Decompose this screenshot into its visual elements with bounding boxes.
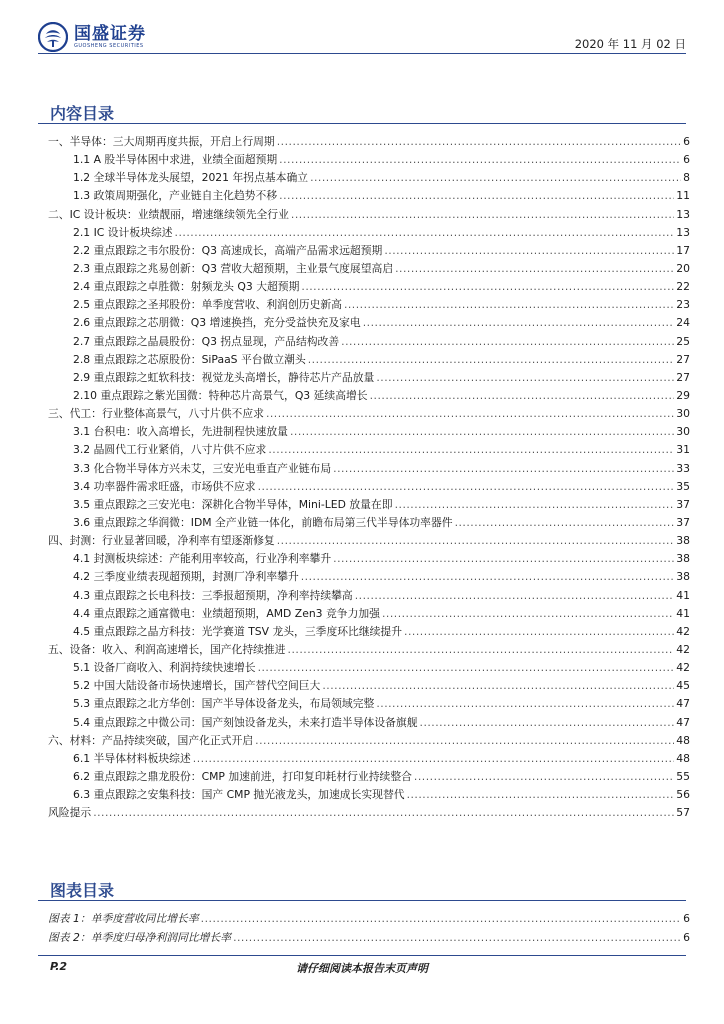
toc-entry[interactable] bbox=[48, 170, 690, 188]
toc-entry-title: 4.3 重点跟踪之长电科技：三季报超预期，净利率持续攀高 bbox=[73, 588, 353, 602]
dot-leader bbox=[376, 697, 674, 710]
toc-entry-title: 2.6 重点跟踪之芯朋微：Q3 增速换挡，充分受益快充及家电 bbox=[73, 316, 361, 330]
dot-leader bbox=[333, 462, 674, 475]
dot-leader bbox=[258, 661, 675, 674]
toc-entry-title: 3.6 重点跟踪之华润微：IDM 全产业链一体化，前瞻布局第三代半导体功率器件 bbox=[73, 515, 453, 529]
toc-entry-page: 13 bbox=[676, 207, 690, 221]
dot-leader bbox=[255, 734, 674, 747]
dot-leader bbox=[308, 353, 675, 366]
table-of-contents bbox=[48, 134, 690, 823]
toc-entry[interactable] bbox=[48, 624, 690, 642]
toc-entry-page: 37 bbox=[676, 515, 690, 529]
toc-entry-page: 41 bbox=[676, 606, 690, 620]
footer-divider bbox=[38, 955, 686, 956]
toc-entry[interactable] bbox=[48, 787, 690, 805]
toc-entry-page: 42 bbox=[676, 661, 690, 675]
dot-leader bbox=[288, 643, 675, 656]
dot-leader bbox=[258, 480, 675, 493]
toc-entry-page: 24 bbox=[676, 316, 690, 330]
toc-entry-title: 一、半导体：三大周期再度共振，开启上行周期 bbox=[48, 135, 275, 148]
toc-entry-title: 2.7 重点跟踪之晶晨股份：Q3 拐点显现，产品结构改善 bbox=[73, 334, 340, 348]
toc-entry[interactable] bbox=[48, 751, 690, 769]
toc-entry[interactable] bbox=[48, 134, 690, 152]
toc-entry[interactable] bbox=[48, 315, 690, 333]
dot-leader bbox=[344, 298, 674, 311]
toc-entry[interactable] bbox=[48, 188, 690, 206]
toc-entry-title: 6.3 重点跟踪之安集科技：国产 CMP 抛光液龙头，加速成长实现替代 bbox=[73, 788, 405, 802]
toc-entry[interactable] bbox=[48, 261, 690, 279]
toc-entry[interactable] bbox=[48, 715, 690, 733]
toc-entry-title: 1.3 政策周期强化，产业链自主化趋势不移 bbox=[73, 189, 278, 203]
toc-entry-title: 2.4 重点跟踪之卓胜微：射频龙头 Q3 大超预期 bbox=[73, 280, 300, 294]
dot-leader bbox=[455, 516, 675, 529]
toc-entry-page: 42 bbox=[676, 642, 690, 656]
toc-entry-page: 45 bbox=[676, 679, 690, 693]
figure-entry-page: 6 bbox=[683, 930, 690, 944]
dot-leader bbox=[93, 806, 674, 819]
toc-entry-page: 48 bbox=[676, 751, 690, 765]
toc-entry-title: 4.1 封测板块综述：产能利用率较高，行业净利率攀升 bbox=[73, 552, 332, 566]
toc-entry[interactable] bbox=[48, 515, 690, 533]
toc-entry[interactable] bbox=[48, 588, 690, 606]
toc-entry-title: 4.4 重点跟踪之通富微电：业绩超预期，AMD Zen3 竞争力加强 bbox=[73, 606, 380, 620]
dot-leader bbox=[333, 552, 674, 565]
toc-entry-page: 33 bbox=[676, 461, 690, 475]
toc-entry[interactable] bbox=[48, 733, 690, 751]
toc-entry[interactable] bbox=[48, 805, 690, 823]
dot-leader bbox=[355, 589, 675, 602]
toc-entry[interactable] bbox=[48, 696, 690, 714]
toc-entry-title: 二、IC 设计板块：业绩靓丽，增速继续领先全行业 bbox=[48, 207, 289, 221]
toc-entry-page: 8 bbox=[683, 171, 690, 185]
toc-entry-page: 25 bbox=[676, 334, 690, 348]
toc-entry-title: 3.3 化合物半导体方兴未艾，三安光电垂直产业链布局 bbox=[73, 461, 332, 475]
toc-entry-title: 六、材料：产品持续突破，国产化正式开启 bbox=[48, 733, 254, 747]
toc-entry-title: 5.4 重点跟踪之中微公司：国产刻蚀设备龙头，未来打造半导体设备旗舰 bbox=[73, 715, 418, 729]
toc-entry[interactable] bbox=[48, 479, 690, 497]
dot-leader bbox=[395, 498, 675, 511]
dot-leader bbox=[279, 153, 681, 166]
toc-entry-page: 30 bbox=[676, 425, 690, 439]
dot-leader bbox=[277, 534, 675, 547]
toc-entry-title: 6.2 重点跟踪之鼎龙股份：CMP 加速前进，打印复印耗材行业持续整合 bbox=[73, 769, 412, 783]
dot-leader bbox=[363, 316, 675, 329]
toc-entry[interactable] bbox=[48, 352, 690, 370]
toc-entry[interactable] bbox=[48, 406, 690, 424]
toc-entry[interactable] bbox=[48, 606, 690, 624]
dot-leader bbox=[277, 135, 681, 148]
toc-heading-divider bbox=[38, 123, 686, 124]
toc-entry[interactable] bbox=[48, 642, 690, 660]
dot-leader bbox=[175, 226, 675, 239]
toc-entry-page: 37 bbox=[676, 497, 690, 511]
toc-entry-title: 3.4 功率器件需求旺盛，市场供不应求 bbox=[73, 479, 256, 493]
page-header bbox=[0, 0, 724, 56]
toc-entry[interactable] bbox=[48, 334, 690, 352]
toc-entry-page: 23 bbox=[676, 298, 690, 312]
toc-entry[interactable] bbox=[48, 207, 690, 225]
toc-entry-page: 13 bbox=[676, 225, 690, 239]
dot-leader bbox=[322, 679, 674, 692]
toc-entry[interactable] bbox=[48, 678, 690, 696]
toc-entry-page: 22 bbox=[676, 280, 690, 294]
toc-entry[interactable] bbox=[48, 442, 690, 460]
toc-entry-page: 17 bbox=[676, 243, 690, 257]
brand-subtitle: GUOSHENG SECURITIES bbox=[74, 42, 144, 49]
toc-entry-title: 2.1 IC 设计板块综述 bbox=[73, 225, 173, 239]
toc-entry-title: 1.1 A 股半导体困中求进，业绩全面超预期 bbox=[73, 153, 278, 167]
toc-entry-page: 6 bbox=[683, 153, 690, 167]
toc-entry[interactable] bbox=[48, 533, 690, 551]
toc-entry-page: 48 bbox=[676, 733, 690, 747]
toc-entry-title: 5.1 设备厂商收入、利润持续快速增长 bbox=[73, 661, 256, 675]
toc-entry-title: 3.1 台积电：收入高增长，先进制程快速放量 bbox=[73, 425, 288, 439]
toc-entry-page: 27 bbox=[676, 352, 690, 366]
dot-leader bbox=[310, 171, 681, 184]
dot-leader bbox=[301, 570, 675, 583]
report-date: 2020 年 11 月 02 日 bbox=[574, 37, 686, 51]
figure-entry[interactable] bbox=[48, 930, 690, 949]
dot-leader bbox=[290, 425, 674, 438]
brand-name: 国盛证券 bbox=[74, 23, 146, 44]
dot-leader bbox=[201, 912, 681, 925]
toc-entry-title: 五、设备：收入、利润高速增长，国产化持续推进 bbox=[48, 642, 286, 656]
toc-entry-title: 3.2 晶圆代工行业紧俏，八寸片供不应求 bbox=[73, 443, 267, 457]
toc-entry-page: 41 bbox=[676, 588, 690, 602]
figure-entry-title: 图表 1：单季度营收同比增长率 bbox=[48, 912, 199, 925]
toc-entry-page: 20 bbox=[676, 261, 690, 275]
toc-entry[interactable] bbox=[48, 388, 690, 406]
toc-entry[interactable] bbox=[48, 497, 690, 515]
dot-leader bbox=[193, 752, 674, 765]
toc-entry-title: 2.5 重点跟踪之圣邦股份：单季度营收、利润创历史新高 bbox=[73, 298, 342, 312]
toc-entry-page: 47 bbox=[676, 697, 690, 711]
dot-leader bbox=[233, 931, 681, 944]
dot-leader bbox=[384, 244, 674, 257]
toc-entry-title: 5.2 中国大陆设备市场快速增长，国产替代空间巨大 bbox=[73, 679, 321, 693]
figure-list-heading-divider bbox=[38, 900, 686, 901]
toc-entry[interactable] bbox=[48, 551, 690, 569]
toc-entry-page: 31 bbox=[676, 443, 690, 457]
header-divider bbox=[38, 53, 686, 54]
toc-entry-title: 2.10 重点跟踪之紫光国微：特种芯片高景气，Q3 延续高增长 bbox=[73, 388, 368, 402]
toc-entry[interactable] bbox=[48, 569, 690, 587]
toc-entry-title: 2.8 重点跟踪之芯原股份：SiPaaS 平台做立潮头 bbox=[73, 352, 306, 366]
toc-entry-title: 4.2 三季度业绩表现超预期，封测厂净利率攀升 bbox=[73, 570, 299, 584]
toc-entry-page: 38 bbox=[676, 570, 690, 584]
figure-entry[interactable] bbox=[48, 911, 690, 930]
toc-entry-title: 1.2 全球半导体龙头展望，2021 年拐点基本确立 bbox=[73, 171, 309, 185]
dot-leader bbox=[407, 788, 675, 801]
toc-entry-page: 55 bbox=[676, 769, 690, 783]
toc-entry-page: 30 bbox=[676, 407, 690, 421]
brand-logo bbox=[38, 22, 146, 52]
toc-entry[interactable] bbox=[48, 243, 690, 261]
dot-leader bbox=[376, 371, 674, 384]
brand-emblem-icon bbox=[38, 22, 68, 52]
toc-entry-title: 2.2 重点跟踪之韦尔股份：Q3 高速成长，高端产品需求远超预期 bbox=[73, 243, 383, 257]
toc-entry-title: 2.3 重点跟踪之兆易创新：Q3 营收大超预期，主业景气度展望高启 bbox=[73, 261, 394, 275]
toc-entry[interactable] bbox=[48, 152, 690, 170]
toc-entry[interactable] bbox=[48, 370, 690, 388]
toc-entry-page: 57 bbox=[676, 806, 690, 820]
toc-entry-page: 47 bbox=[676, 715, 690, 729]
page-number: P.2 bbox=[50, 960, 68, 973]
toc-entry-page: 42 bbox=[676, 624, 690, 638]
dot-leader bbox=[266, 407, 674, 420]
toc-entry-page: 56 bbox=[676, 788, 690, 802]
toc-entry[interactable] bbox=[48, 297, 690, 315]
toc-entry[interactable] bbox=[48, 424, 690, 442]
figure-entry-title: 图表 2：单季度归母净利润同比增长率 bbox=[48, 930, 232, 944]
toc-entry-page: 11 bbox=[676, 189, 690, 203]
dot-leader bbox=[414, 770, 674, 783]
toc-entry-title: 6.1 半导体材料板块综述 bbox=[73, 751, 191, 765]
figure-list-heading: 图表目录 bbox=[50, 881, 115, 900]
toc-entry[interactable] bbox=[48, 279, 690, 297]
toc-entry[interactable] bbox=[48, 225, 690, 243]
dot-leader bbox=[420, 716, 675, 729]
footer-disclaimer: 请仔细阅读本报告末页声明 bbox=[296, 962, 428, 975]
dot-leader bbox=[291, 208, 674, 221]
toc-heading: 内容目录 bbox=[50, 104, 115, 123]
dot-leader bbox=[382, 607, 674, 620]
toc-entry-title: 风险提示 bbox=[48, 806, 92, 820]
dot-leader bbox=[341, 335, 674, 348]
toc-entry-title: 3.5 重点跟踪之三安光电：深耕化合物半导体，Mini-LED 放量在即 bbox=[73, 497, 393, 511]
dot-leader bbox=[279, 189, 674, 202]
toc-entry-title: 四、封测：行业显著回暖，净利率有望逐渐修复 bbox=[48, 534, 275, 548]
dot-leader bbox=[395, 262, 674, 275]
toc-entry-page: 27 bbox=[676, 370, 690, 384]
toc-entry-title: 2.9 重点跟踪之虹软科技：视觉龙头高增长，静待芯片产品放量 bbox=[73, 370, 375, 384]
toc-entry[interactable] bbox=[48, 769, 690, 787]
toc-entry-page: 6 bbox=[683, 135, 690, 148]
toc-entry[interactable] bbox=[48, 660, 690, 678]
figure-entry-page: 6 bbox=[683, 912, 690, 925]
toc-entry-title: 4.5 重点跟踪之晶方科技：光学赛道 TSV 龙头，三季度环比继续提升 bbox=[73, 624, 403, 638]
dot-leader bbox=[301, 280, 674, 293]
toc-entry-title: 三、代工：行业整体高景气，八寸片供不应求 bbox=[48, 407, 264, 421]
dot-leader bbox=[404, 625, 674, 638]
dot-leader bbox=[370, 389, 675, 402]
toc-entry-page: 38 bbox=[676, 534, 690, 548]
toc-entry-page: 29 bbox=[676, 388, 690, 402]
figure-list bbox=[48, 911, 690, 948]
toc-entry-page: 38 bbox=[676, 552, 690, 566]
toc-entry-page: 35 bbox=[676, 479, 690, 493]
toc-entry-title: 5.3 重点跟踪之北方华创：国产半导体设备龙头，布局领域完整 bbox=[73, 697, 375, 711]
dot-leader bbox=[268, 443, 674, 456]
toc-entry[interactable] bbox=[48, 461, 690, 479]
